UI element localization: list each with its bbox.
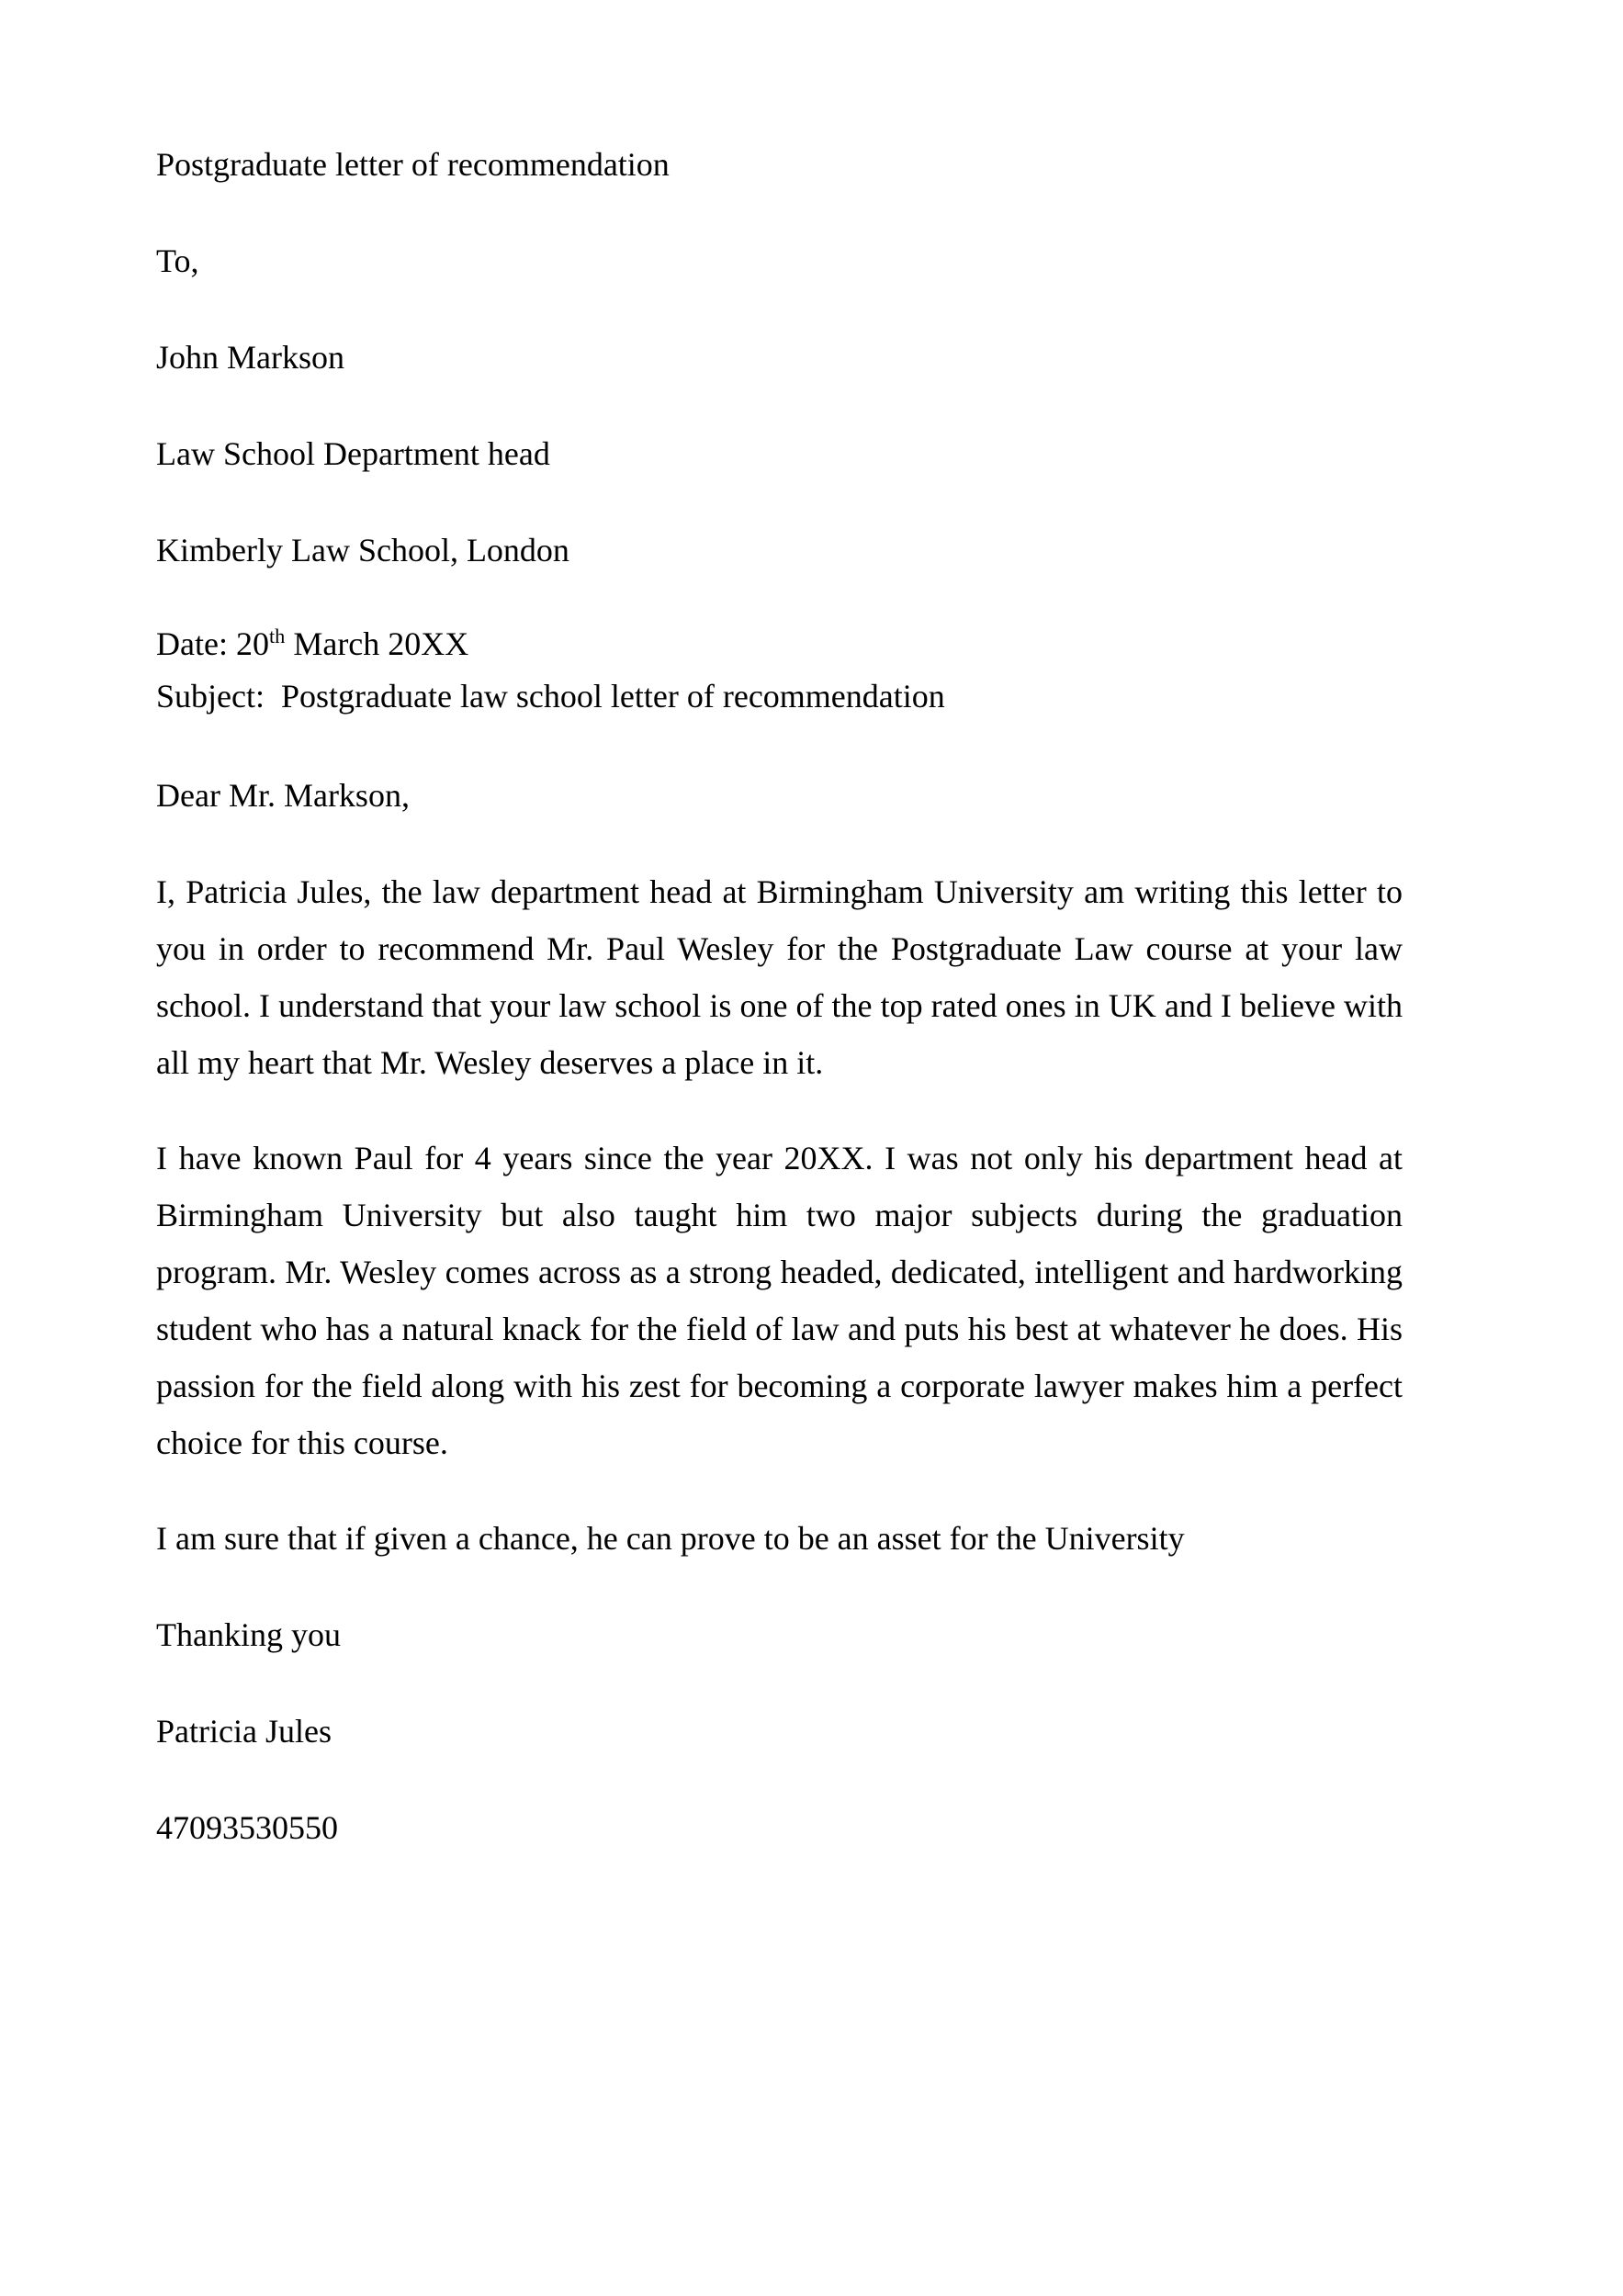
date-ordinal-superscript: th [268,625,286,647]
recipient-institution: Kimberly Law School, London [156,532,569,568]
body-paragraph-3: I am sure that if given a chance, he can prove to be an asset for the University [156,1520,1185,1557]
date-text-suffix: March 20XX [285,625,469,662]
date-text-prefix: Date: 20 [156,625,269,662]
subject-line: Subject: Postgraduate law school letter of recommendation [156,678,945,715]
date-line [156,618,1403,670]
signature-phone: 47093530550 [156,1809,338,1846]
letter-title: Postgraduate letter of recommendation [156,146,670,183]
date-subject-block [156,618,1403,723]
signature-name: Patricia Jules [156,1713,332,1750]
closing-thanks: Thanking you [156,1616,341,1653]
greeting: Dear Mr. Markson, [156,777,410,814]
body-paragraph-1: I, Patricia Jules, the law department head at Birmingham University am writing this letter to you in order to recommend Mr. Paul Wesley for the Postgraduate Law course at your law school. I understand that your law school is one of the top rated ones in UK and I believe with all my heart that Mr. Wesley deserves a place in it. [156,873,1403,1081]
recipient-name: John Markson [156,339,344,376]
recipient-to-label: To, [156,242,199,279]
recipient-role: Law School Department head [156,435,550,472]
body-paragraph-2: I have known Paul for 4 years since the year 20XX. I was not only his department head at Birmingham University but also taught him two major subjects during the graduation program. Mr. Wesley comes across as a strong headed, dedicated, intelligent and hardworking student who has a natural knack for the field of law and puts his best at whatever he does. His passion for the field along with his zest for becoming a corporate lawyer makes him a perfect choice for this course. [156,1140,1403,1461]
